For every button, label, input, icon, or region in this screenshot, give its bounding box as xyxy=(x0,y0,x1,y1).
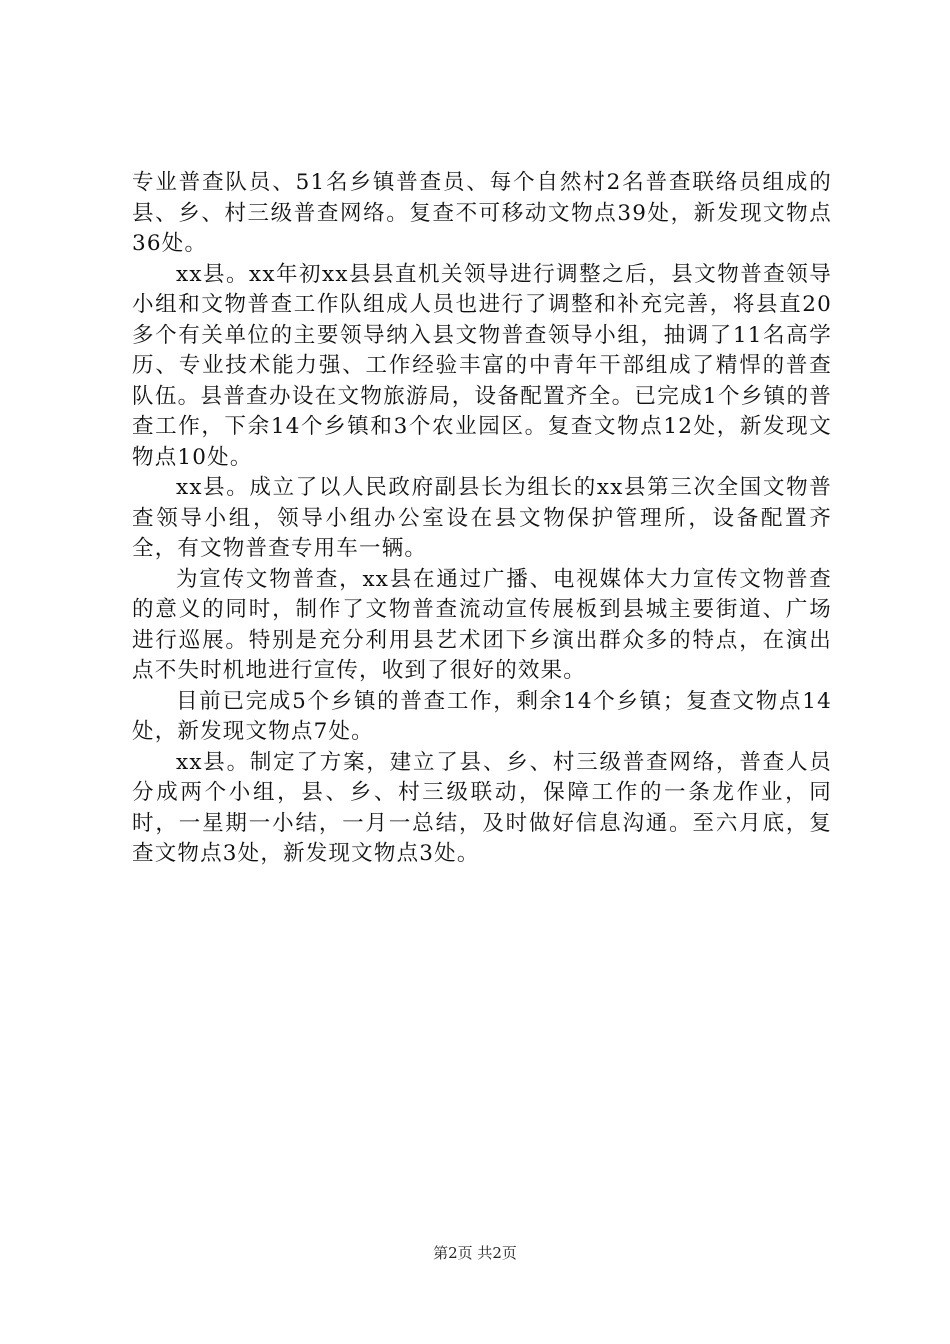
paragraph-publicity: 为宣传文物普查，xx县在通过广播、电视媒体大力宣传文物普查的意义的同时，制作了文物普查流动宣传展板到县城主要街道、广场进行巡展。特别是充分利用县艺术团下乡演出群众多的特点，在演出点不失时机地进行宣传，收到了很好的效果。 xyxy=(132,566,832,683)
document-body xyxy=(132,168,832,870)
paragraph-county-survey-team: xx县。xx年初xx县县直机关领导进行调整之后，县文物普查领导小组和文物普查工作队组成人员也进行了调整和补充完善，将县直20多个有关单位的主要领导纳入县文物普查领导小组，抽调了11名高学历、专业技术能力强、工作经验丰富的中青年干部组成了精悍的普查队伍。县普查办设在文物旅游局，设备配置齐全。已完成1个乡镇的普查工作，下余14个乡镇和3个农业园区。复查文物点12处，新发现文物点10处。 xyxy=(132,261,832,470)
paragraph-progress: 目前已完成5个乡镇的普查工作，剩余14个乡镇；复查文物点14处，新发现文物点7处。 xyxy=(132,688,832,744)
page-footer xyxy=(0,1243,950,1263)
paragraph-continuation: 专业普查队员、51名乡镇普查员、每个自然村2名普查联络员组成的县、乡、村三级普查网络。复查不可移动文物点39处，新发现文物点36处。 xyxy=(132,170,832,256)
paragraph-county-leadership-group: xx县。成立了以人民政府副县长为组长的xx县第三次全国文物普查领导小组，领导小组办公室设在县文物保护管理所，设备配置齐全，有文物普查专用车一辆。 xyxy=(132,475,832,561)
paragraph-county-plan: xx县。制定了方案，建立了县、乡、村三级普查网络，普查人员分成两个小组，县、乡、村三级联动，保障工作的一条龙作业，同时，一星期一小结，一月一总结，及时做好信息沟通。至六月底，复查文物点3处，新发现文物点3处。 xyxy=(132,749,832,866)
page-number-label: 第2页 共2页 xyxy=(433,1244,517,1262)
